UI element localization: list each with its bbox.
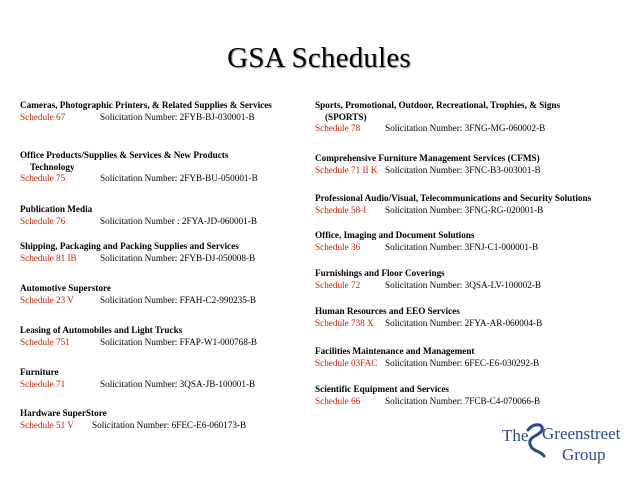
schedule-entry [20,367,315,390]
schedule-number: Schedule 36 [315,241,361,252]
solicitation-number: Solicitation Number: FFAH-C2-990235-B [100,294,257,305]
schedule-entry [315,193,633,216]
entry-heading: Leasing of Automobiles and Light Trucks [20,325,183,335]
solicitation-number: Solicitation Number: 3FNG-MG-060002-B [385,123,546,133]
schedule-number: Schedule 03FAC [315,357,378,368]
schedule-entry [315,346,633,369]
schedule-number: Schedule 76 [20,215,66,226]
entry-heading: Furnishings and Floor Coverings [315,268,445,278]
schedule-number: Schedule 71 [20,378,66,389]
solicitation-number: Solicitation Number: 3QSA-JB-100001-B [100,378,256,389]
schedule-entry [315,384,633,407]
solicitation-number: Solicitation Number: 2FYA-AR-060004-B [385,317,543,328]
schedule-entry [315,153,633,176]
entry-heading: Comprehensive Furniture Management Services (CFMS) [315,153,540,163]
entry-heading: Scientific Equipment and Services [315,384,449,394]
schedule-entry [20,150,315,185]
greenstreet-group-logo [494,418,624,464]
schedule-number: Schedule 66 [315,395,361,406]
schedule-number: Schedule 67 [20,111,66,122]
entry-heading: Automotive Superstore [20,283,111,293]
solicitation-number: Solicitation Number: FFAP-W1-000768-B [100,336,258,347]
solicitation-number: Solicitation Number: 3FNC-B3-003001-B [385,164,541,175]
schedule-number: Schedule 751 [20,336,70,347]
solicitation-number: Solicitation Number: 2FYB-BJ-030001-B [100,111,255,122]
logo-word-group: Group [562,445,606,464]
schedule-number: Schedule 738 X [315,317,374,328]
solicitation-number: Solicitation Number : 2FYA-JD-060001-B [100,215,257,226]
solicitation-number: Solicitation Number: 7FCB-C4-070066-B [385,395,541,406]
entry-heading: Professional Audio/Visual, Telecommunications and Security Solutions [315,193,592,203]
entry-heading: Cameras, Photographic Printers, & Related Supplies & Services [20,100,272,110]
schedule-entry [20,241,315,264]
schedule-number: Schedule 51 V [20,419,74,430]
entry-heading: Publication Media [20,204,93,214]
schedule-entry [20,325,315,348]
solicitation-number: Solicitation Number: 3FNJ-C1-000001-B [385,241,539,252]
schedule-entry [20,408,315,431]
schedule-entry [315,100,633,135]
schedule-entry [20,100,315,123]
logo-word-the: The [502,426,529,445]
schedule-number: Schedule 78 [315,123,361,133]
schedule-number: Schedule 71 II K [315,164,378,175]
solicitation-number: Solicitation Number: 2FYB-BU-050001-B [100,173,258,183]
solicitation-number: Solicitation Number: 3FNG-RG-020001-B [385,204,544,215]
entry-heading: Furniture [20,367,59,377]
solicitation-number: Solicitation Number: 2FYB-DJ-050008-B [100,252,256,263]
schedule-number: Schedule 23 V [20,294,74,305]
schedule-entry [315,268,633,291]
entry-heading: Hardware SuperStore [20,408,107,418]
entry-heading: Office, Imaging and Document Solutions [315,230,475,240]
entry-heading: Shipping, Packaging and Packing Supplies and Services [20,241,239,251]
solicitation-number: Solicitation Number: 6FEC-E6-060173-B [92,419,247,430]
schedule-entry [20,204,315,227]
schedule-entry [315,306,633,329]
entry-heading: Sports, Promotional, Outdoor, Recreational, Trophies, & Signs (SPORTS) [315,100,561,122]
schedule-number: Schedule 72 [315,279,361,290]
entry-heading: Facilities Maintenance and Management [315,346,475,356]
schedule-entry [20,283,315,306]
page-title: GSA Schedules [227,42,411,74]
schedule-number: Schedule 75 [20,173,66,183]
schedule-number: Schedule 58-I [315,204,367,215]
logo-word-name: Greenstreet [542,424,621,443]
entry-heading: Human Resources and EEO Services [315,306,460,316]
schedule-entry [315,230,633,253]
entry-heading: Office Products/Supplies & Services & New Products Technology [20,150,229,172]
solicitation-number: Solicitation Number: 3QSA-LV-100002-B [385,279,542,290]
schedule-number: Schedule 81 IB [20,252,77,263]
solicitation-number: Solicitation Number: 6FEC-E6-030292-B [385,357,540,368]
